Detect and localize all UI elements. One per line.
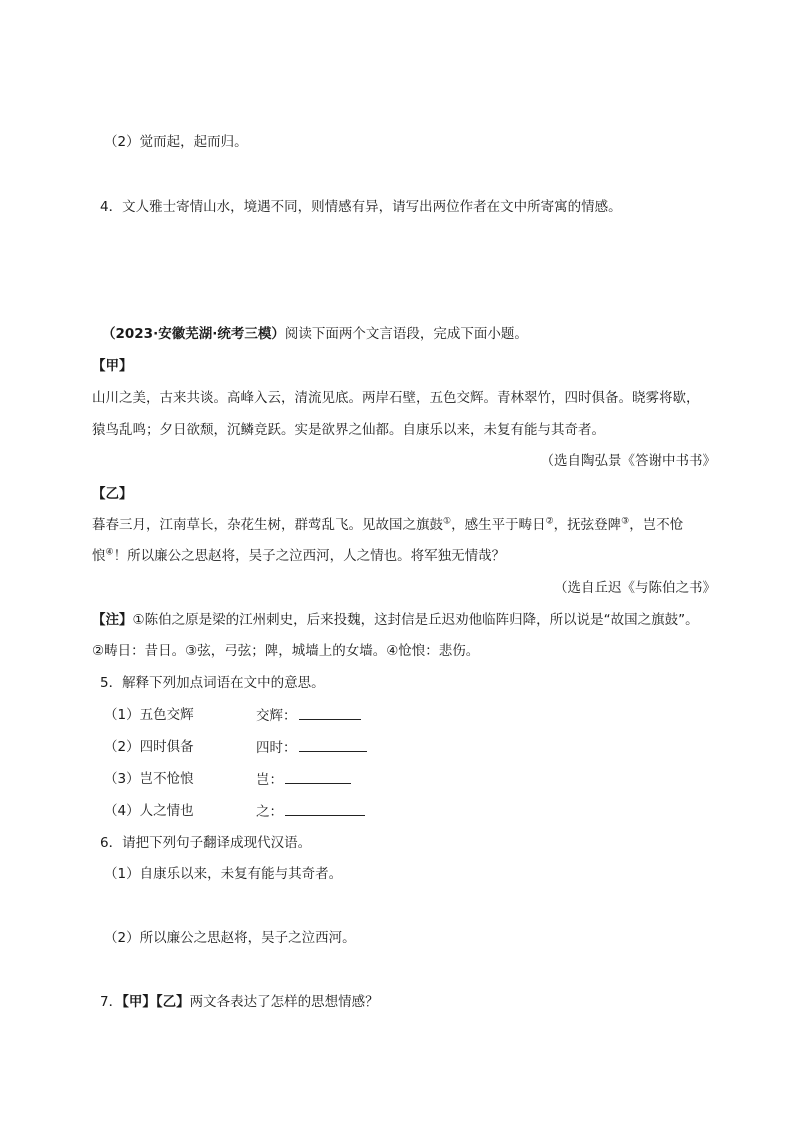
text-run: ，感生平于畴日 — [451, 517, 546, 533]
footnote-mark: ① — [443, 516, 452, 527]
q5-item-phrase: （4）人之情也 — [104, 803, 194, 819]
q5-item-word: 四时： — [256, 740, 297, 756]
section-header — [102, 324, 528, 344]
q5-item-answer — [256, 705, 361, 726]
q5-item-phrase: （2）四时俱备 — [104, 739, 194, 755]
passage-jia-label: 【甲】 — [92, 358, 133, 374]
passage-yi-label: 【乙】 — [92, 486, 133, 502]
q5-item-word: 之： — [256, 804, 283, 820]
question-text: 两文各表达了怎样的思想情感？ — [189, 994, 379, 1010]
passage-jia-source: （选自陶弘景《答谢中书书》 — [540, 453, 716, 469]
q5-item-phrase: （1）五色交辉 — [104, 707, 194, 723]
q5-item-word: 岂： — [256, 772, 283, 788]
answer-blank[interactable] — [299, 705, 361, 720]
text-run: ，岂不怆 — [629, 517, 684, 533]
q5-item-answer — [256, 737, 367, 758]
question-3-item-2: （2）觉而起，起而归。 — [104, 134, 248, 150]
passage-yi-line — [92, 515, 683, 535]
answer-blank[interactable] — [285, 801, 365, 816]
answer-blank[interactable] — [285, 769, 351, 784]
question-6: 6．请把下列句子翻译成现代汉语。 — [100, 835, 312, 851]
annotation-line — [92, 610, 699, 630]
q5-item-answer — [256, 801, 365, 822]
passage-jia-line: 山川之美，古来共谈。高峰入云，清流见底。两岸石壁，五色交辉。青林翠竹，四时俱备。晓雾将歇， — [92, 390, 700, 406]
passage-yi-line — [92, 546, 505, 566]
question-number: 7． — [100, 994, 123, 1010]
passage-yi-source: （选自丘迟《与陈伯之书》 — [554, 580, 716, 596]
exam-source-tag: （2023·安徽芜湖·统考三模） — [102, 326, 285, 342]
question-6-item-1: （1）自康乐以来，未复有能与其奇者。 — [104, 866, 343, 882]
annotation-label: 【注】 — [92, 612, 133, 628]
question-7 — [100, 992, 379, 1012]
passage-jia-line: 猿鸟乱鸣；夕日欲颓，沉鳞竞跃。实是欲界之仙都。自康乐以来，未复有能与其奇者。 — [92, 422, 605, 438]
text-run: 暮春三月，江南草长，杂花生树，群莺乱飞。见故国之旗鼓 — [92, 517, 443, 533]
text-run: ！所以廉公之思赵将，吴子之泣西河，人之情也。将军独无情哉？ — [113, 548, 506, 564]
annotation-line: ②畴日：昔日。③弦，弓弦；陴，城墙上的女墙。④怆悢：悲伤。 — [92, 643, 480, 659]
section-instruction: 阅读下面两个文言语段，完成下面小题。 — [284, 326, 528, 342]
text-run: ，抚弦登陴 — [553, 517, 622, 533]
answer-blank[interactable] — [299, 737, 367, 752]
annotation-text: ①陈伯之原是梁的江州刺史，后来投魏，这封信是丘迟劝他临阵归降，所以说是“故国之旗鼓”。 — [132, 612, 699, 628]
q5-item-phrase: （3）岂不怆悢 — [104, 771, 194, 787]
footnote-mark: ④ — [105, 547, 114, 558]
footnote-mark: ③ — [621, 516, 630, 527]
text-run: 悢 — [92, 548, 106, 564]
question-6-item-2: （2）所以廉公之思赵将，吴子之泣西河。 — [104, 930, 356, 946]
question-4: 4．文人雅士寄情山水，境遇不同，则情感有异，请写出两位作者在文中所寄寓的情感。 — [100, 199, 622, 215]
passage-reference: 【甲】【乙】 — [122, 994, 190, 1010]
question-5: 5．解释下列加点词语在文中的意思。 — [100, 675, 325, 691]
footnote-mark: ② — [545, 516, 554, 527]
q5-item-answer — [256, 769, 351, 790]
q5-item-word: 交辉： — [256, 708, 297, 724]
